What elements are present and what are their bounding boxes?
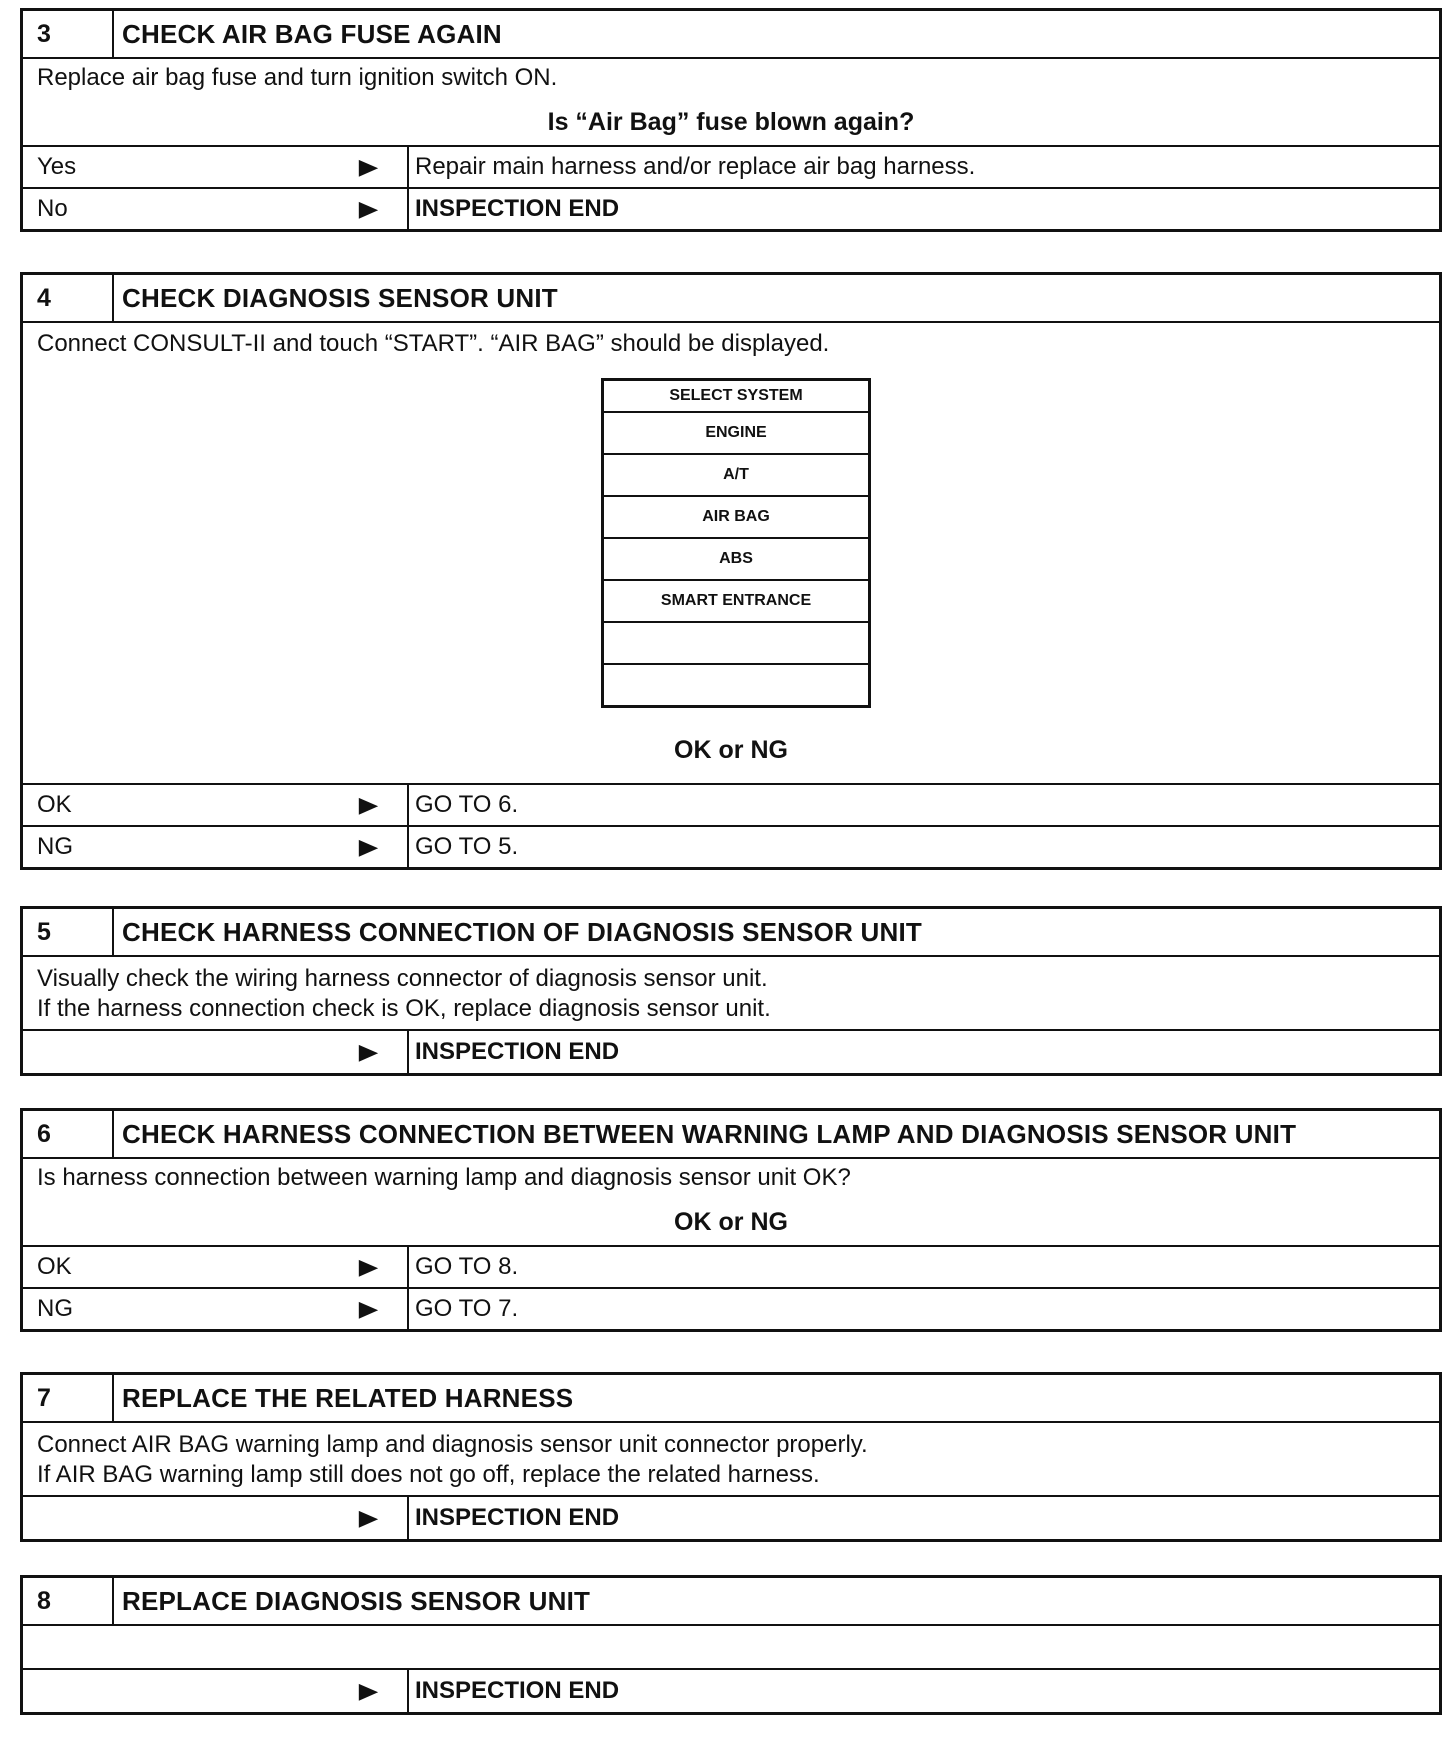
system-item-empty	[604, 621, 868, 663]
outcome-action: INSPECTION END	[415, 1038, 620, 1065]
arrow-right-icon: ▶	[358, 1254, 379, 1279]
step-6-block	[20, 1108, 1442, 1332]
step-number: 3	[23, 11, 114, 57]
step-number: 5	[23, 909, 114, 955]
outcome-action: INSPECTION END	[415, 1677, 620, 1704]
step-number: 7	[23, 1375, 114, 1421]
outcome-label: OK	[37, 1253, 72, 1280]
arrow-right-icon: ▶	[358, 1039, 379, 1064]
system-item-smart-entrance[interactable]: SMART ENTRANCE	[604, 579, 868, 621]
outcome-action: INSPECTION END	[415, 195, 620, 222]
step-title: CHECK HARNESS CONNECTION OF DIAGNOSIS SENSOR UNIT	[122, 916, 922, 947]
step-5-block	[20, 906, 1442, 1076]
step-7-block	[20, 1372, 1442, 1542]
arrow-right-icon: ▶	[358, 1296, 379, 1321]
outcome-label: No	[37, 195, 68, 222]
outcome-action: INSPECTION END	[415, 1504, 620, 1531]
outcome-label: OK	[37, 791, 72, 818]
step-title: CHECK AIR BAG FUSE AGAIN	[122, 18, 502, 49]
instruction-text: If the harness connection check is OK, replace diagnosis sensor unit.	[37, 995, 771, 1022]
arrow-right-icon: ▶	[358, 834, 379, 859]
arrow-right-icon: ▶	[358, 1678, 379, 1703]
system-item-empty	[604, 663, 868, 705]
step-8-block	[20, 1575, 1442, 1715]
outcome-label: NG	[37, 833, 73, 860]
system-item-at[interactable]: A/T	[604, 453, 868, 495]
select-system-screen	[601, 378, 871, 708]
step-title: CHECK HARNESS CONNECTION BETWEEN WARNING LAMP AND DIAGNOSIS SENSOR UNIT	[122, 1118, 1297, 1149]
outcome-action: GO TO 8.	[415, 1253, 519, 1280]
step-number: 6	[23, 1111, 114, 1157]
instruction-text: Visually check the wiring harness connector of diagnosis sensor unit.	[37, 965, 768, 992]
step-3-block	[20, 8, 1442, 232]
question-text: OK or NG	[674, 736, 788, 764]
step-title: REPLACE THE RELATED HARNESS	[122, 1382, 574, 1413]
outcome-label: NG	[37, 1295, 73, 1322]
outcome-action: Repair main harness and/or replace air bag harness.	[415, 153, 976, 180]
arrow-right-icon: ▶	[358, 154, 379, 179]
step-title: CHECK DIAGNOSIS SENSOR UNIT	[122, 282, 558, 313]
step-number: 8	[23, 1578, 114, 1624]
question-text: OK or NG	[674, 1208, 788, 1236]
instruction-text: Connect AIR BAG warning lamp and diagnosis sensor unit connector properly.	[37, 1431, 868, 1458]
select-system-header: SELECT SYSTEM	[669, 387, 803, 404]
outcome-label: Yes	[37, 153, 77, 180]
instruction-text: Replace air bag fuse and turn ignition switch ON.	[37, 64, 558, 91]
step-number: 4	[23, 275, 114, 321]
arrow-right-icon: ▶	[358, 792, 379, 817]
step-title: REPLACE DIAGNOSIS SENSOR UNIT	[122, 1585, 591, 1616]
instruction-text: If AIR BAG warning lamp still does not go off, replace the related harness.	[37, 1461, 820, 1488]
arrow-right-icon: ▶	[358, 1505, 379, 1530]
instruction-text: Connect CONSULT-II and touch “START”. “AIR BAG” should be displayed.	[37, 330, 830, 357]
system-item-abs[interactable]: ABS	[604, 537, 868, 579]
system-item-air-bag[interactable]: AIR BAG	[604, 495, 868, 537]
system-item-engine[interactable]: ENGINE	[604, 411, 868, 453]
outcome-action: GO TO 5.	[415, 833, 519, 860]
empty-instruction-area	[23, 1626, 1439, 1668]
outcome-action: GO TO 7.	[415, 1295, 519, 1322]
arrow-right-icon: ▶	[358, 196, 379, 221]
outcome-action: GO TO 6.	[415, 791, 519, 818]
question-text: Is “Air Bag” fuse blown again?	[547, 108, 915, 136]
instruction-text: Is harness connection between warning lamp and diagnosis sensor unit OK?	[37, 1164, 851, 1191]
